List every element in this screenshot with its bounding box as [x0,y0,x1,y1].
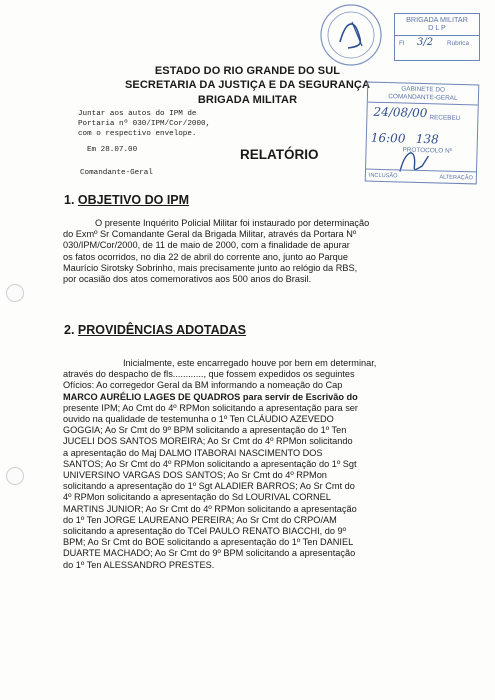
section1-line: Maurício Sirotsky Sobrinho, mais precisamente junto ao relógio da RBS, [63,262,358,273]
section2-line: SANTOS; Ao Sr Cmt do 4º RPMon solicitando a apresentação do 1º Sgt [63,458,357,469]
section2-line: BPM; Ao Sr Cmt do BOE solicitando a apresentação do 1º Ten DANIEL [63,537,354,548]
section1-heading [64,193,189,207]
section2-body [63,358,389,571]
gabinete-stamp [365,82,480,185]
binder-hole-top [6,284,24,302]
header-brigade: BRIGADA MILITAR [197,94,298,106]
section2-line: do 1º Ten ALESSANDRO PRESTES. [63,559,215,570]
gabinete-date: 24/08/00 [373,104,428,121]
section2-line: 4º RPMon solicitando a apresentação do Sd LOURIVAL CORNEL [63,492,331,503]
gabinete-protocol-number: 138 [415,131,439,147]
section1-line: 030/IPM/Cor/2000, de 11 de maio de 2000, com a finalidade de apurar [63,240,350,251]
binder-hole-bottom [6,467,24,485]
section2-line: através do despacho de fls............, que fossem expedidos os seguintes [63,369,355,380]
section2-line: Inicialmente, este encarregado houve por bem em determinar, [123,358,377,368]
section2-line: presente IPM; Ao Cmt do 4º RPMon solicitando a apresentação para ser [63,402,358,413]
dispatch-signatory: Comandante-Geral [80,169,153,177]
header-secretariat: SECRETARIA DA JUSTIÇA E DA SEGURANÇA [124,79,370,91]
section1-line: os fatos ocorridos, no dia 22 de abril do corrente ano, junto ao Parque [63,251,348,262]
gabinete-time: 16:00 [370,130,406,146]
section2-title: PROVIDÊNCIAS ADOTADAS [77,323,246,337]
section2-line: solicitando a apresentação do TCel PAULO RENATO BIACCHI, do 9º [63,526,347,537]
dlp-stamp [394,13,480,61]
dispatch-line1: Juntar aos autos do IPM de [78,110,197,118]
section2-line: UNIVERSINO VARGAS DOS SANTOS; Ao Sr Cmt do 4º RPMon [63,470,327,481]
gabinete-recebeu: RECEBEU [429,114,461,122]
document-title: RELATÓRIO [240,147,319,162]
section2-line: MARTINS JUNIOR; Ao Sr Cmt do 4º RPMon solicitando a apresentação [63,503,357,514]
dispatch-line3: com o respectivo envelope. [78,130,197,138]
section2-line: MARCO AURÉLIO LAGES DE QUADROS para servir de Escrivão do [63,391,358,402]
section2-number: 2. [64,323,75,337]
dlp-rubrica-label: Rubrica [447,40,470,47]
section2-line: DUARTE MACHADO; Ao Sr Cmt do 9º BPM solicitando a apresentação [63,548,356,559]
section1-body [63,218,389,285]
section1-line: por ocasião dos atos comemorativos aos 500 anos do Brasil. [63,274,312,285]
section1-line: O presente Inquérito Policial Militar foi instaurado por determinação [95,218,370,228]
gabinete-line1: GABINETE DO [401,85,446,94]
gabinete-alteracao: ALTERAÇÃO [439,174,473,182]
circular-seal-icon [318,2,384,68]
section2-line: GOGGIA; Ao Sr Cmt do 9º BPM solicitando a apresentação do 1º Ten [63,425,347,436]
gabinete-line2: COMANDANTE-GERAL [368,93,478,106]
dispatch-date: Em 28.07.00 [87,146,138,154]
section2-heading [64,323,246,337]
section2-line: ouvido na qualidade de testemunha o 1º Ten CLÁUDIO AZEVEDO [63,414,334,425]
gabinete-inclusao: INCLUSÃO [368,172,398,180]
dispatch-line2: Portaria nº 030/IPM/Cor/2000, [78,120,211,128]
section1-number: 1. [64,193,75,207]
dlp-stamp-line1: BRIGADA MILITAR [406,15,468,24]
dlp-stamp-line2: D L P [428,23,446,32]
section2-line: solicitando a apresentação do 1º Sgt ALADIER BARROS; Ao Sr Cmt do [63,481,355,492]
header-state: ESTADO DO RIO GRANDE DO SUL [154,65,341,77]
gabinete-protocolo-label: PROTOCOLO Nº [402,146,453,155]
section1-line: do Exmº Sr Comandante Geral da Brigada Militar, através da Portara Nº [63,229,357,240]
dlp-fl-label: Fl [399,40,405,47]
section2-line: do 1º Ten JORGE LAUREANO PEREIRA; Ao Sr Cmt do CRPO/AM [63,514,337,525]
section2-line: a apresentação do Maj DALMO ITABORAI NASCIMENTO DOS [63,447,323,458]
section2-line: Ofícios: Ao corregedor Geral da BM informando a nomeação do Cap [63,380,343,391]
dlp-fl-value: 3/2 [417,37,434,48]
section2-line: JUCELI DOS SANTOS MOREIRA; Ao Sr Cmt do 4º RPMon solicitando [63,436,353,447]
section1-title: OBJETIVO DO IPM [77,193,190,207]
